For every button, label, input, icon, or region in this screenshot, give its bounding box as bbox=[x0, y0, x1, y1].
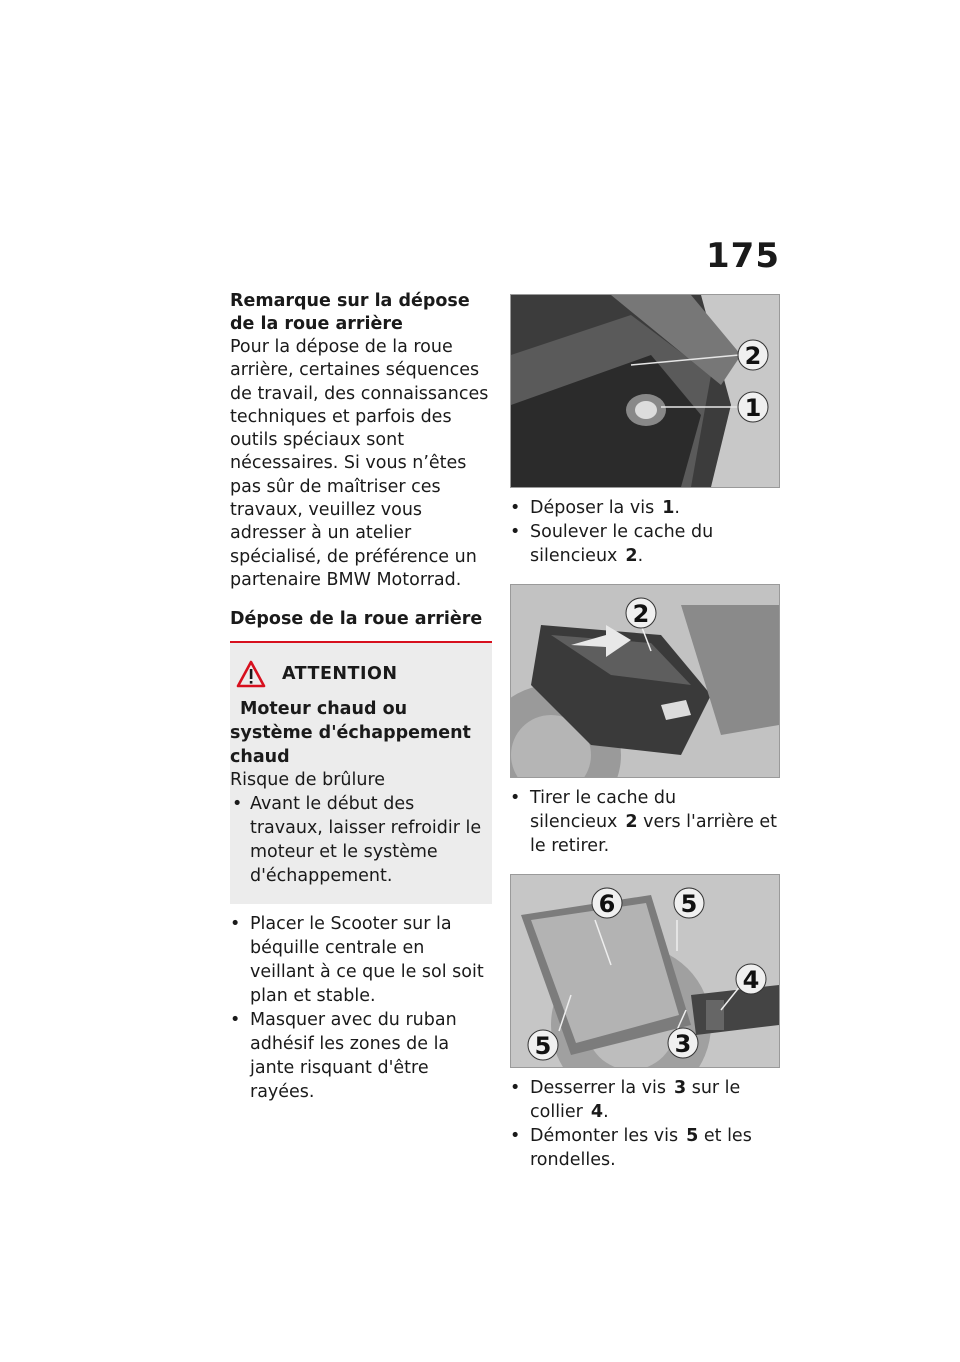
step-list-2 bbox=[510, 786, 782, 858]
section-heading: Dépose de la roue arrière bbox=[230, 609, 483, 630]
figure-1-illustration bbox=[511, 295, 779, 487]
note-heading: Remarque sur la dépose de la roue arrière bbox=[230, 291, 470, 334]
left-column bbox=[230, 290, 492, 1104]
callout-4: 4 bbox=[742, 966, 760, 994]
step-list-1 bbox=[510, 496, 782, 568]
step-item: • Placer le Scooter sur la béquille centrale en veillant à ce que le sol soit plan et stable. bbox=[230, 912, 492, 1008]
callout-2: 2 bbox=[632, 600, 650, 628]
ref-number: 5 bbox=[686, 1126, 699, 1146]
callout-6: 6 bbox=[598, 890, 616, 918]
callout-5b: 5 bbox=[534, 1032, 552, 1060]
figure-silencer-clamp bbox=[510, 874, 780, 1068]
callout-2: 2 bbox=[744, 342, 762, 370]
ref-number: 2 bbox=[625, 812, 638, 832]
warning-header bbox=[230, 657, 492, 691]
figure-3-illustration bbox=[511, 875, 779, 1067]
warning-bullets bbox=[230, 792, 492, 888]
ref-number: 3 bbox=[673, 1078, 687, 1098]
step-item: • Tirer le cache du silencieux 2 vers l'arrière et le retirer. bbox=[510, 786, 782, 858]
figure-silencer-cover bbox=[510, 584, 780, 778]
warning-bullet: • Avant le début des travaux, laisser refroidir le moteur et le système d'échappement. bbox=[230, 792, 492, 888]
step-list-left bbox=[230, 912, 492, 1104]
callout-1: 1 bbox=[744, 394, 762, 422]
page-number: 175 bbox=[706, 236, 780, 276]
warning-risk: Risque de brûlure bbox=[230, 770, 386, 791]
ref-number: 4 bbox=[590, 1102, 604, 1122]
step-item: • Déposer la vis 1. bbox=[510, 496, 782, 520]
step-item: • Soulever le cache du silencieux 2. bbox=[510, 520, 782, 568]
right-column bbox=[510, 294, 782, 1172]
step-item: • Desserrer la vis 3 sur le collier 4. bbox=[510, 1076, 782, 1124]
figure-screw-cover bbox=[510, 294, 780, 488]
warning-triangle-icon bbox=[236, 660, 266, 688]
callout-3: 3 bbox=[674, 1030, 692, 1058]
figure-2-illustration bbox=[511, 585, 779, 777]
warning-box bbox=[230, 643, 492, 904]
step-item: • Démonter les vis 5 et les rondelles. bbox=[510, 1124, 782, 1172]
callout-5: 5 bbox=[680, 890, 698, 918]
ref-number: 2 bbox=[625, 546, 638, 566]
step-list-3 bbox=[510, 1076, 782, 1172]
step-item: • Masquer avec du ruban adhésif les zones de la jante risquant d'être rayées. bbox=[230, 1008, 492, 1104]
note-body: Pour la dépose de la roue arrière, certaines séquences de travail, des connaissances techniques et parfois des outils spéciaux sont nécessaires. Si vous n’êtes pas sûr de maîtriser ces travaux, veuillez vous adresser à un atelier spécialisé, de préférence un partenaire BMW Motorrad. bbox=[230, 337, 489, 590]
warning-hazard: Moteur chaud ou système d'échappement chaud bbox=[230, 699, 471, 768]
warning-title: ATTENTION bbox=[282, 664, 398, 685]
ref-number: 1 bbox=[662, 498, 675, 518]
